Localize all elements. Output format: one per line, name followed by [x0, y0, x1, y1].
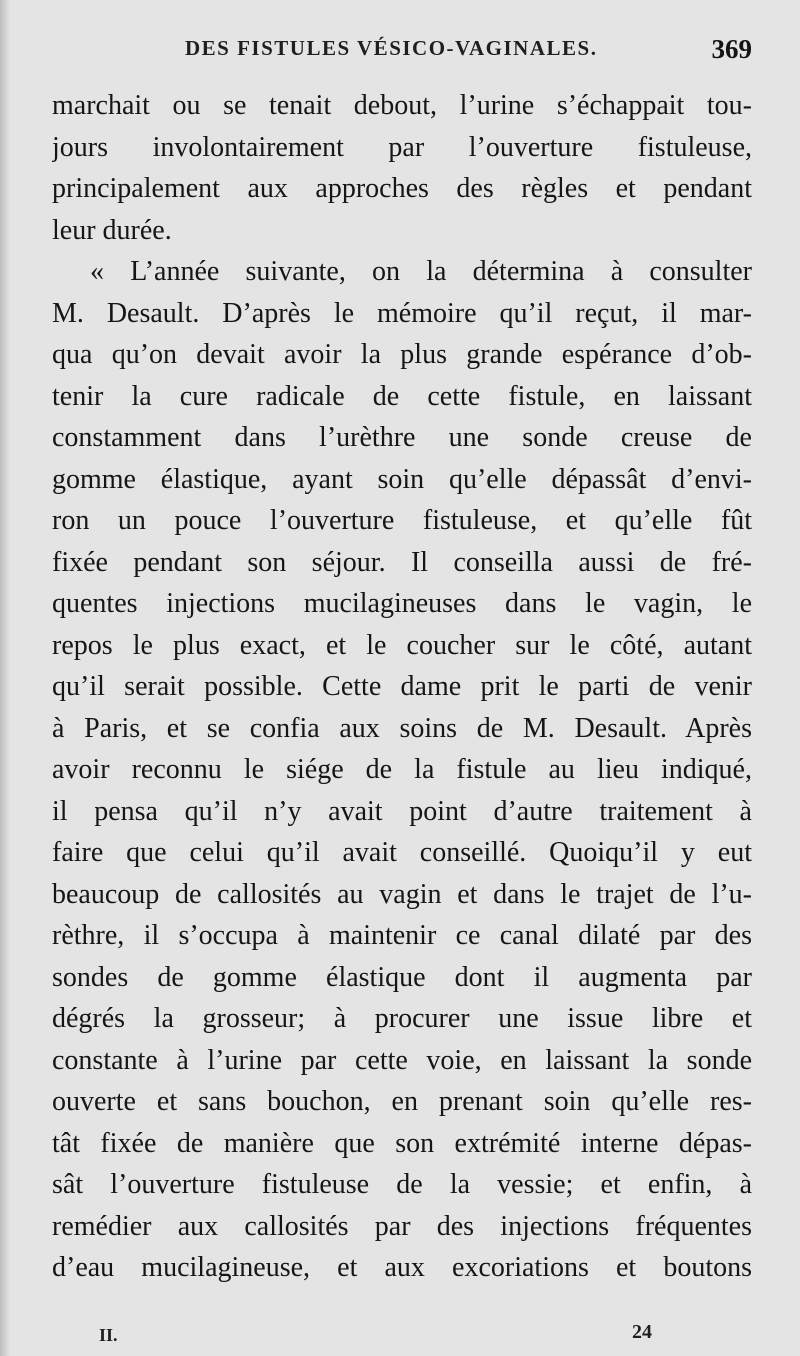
volume-marker: II.	[99, 1325, 118, 1345]
text-line: constamment dans l’urèthre une sonde creuse de	[52, 422, 752, 453]
text-line: principalement aux approches des règles et pendant	[52, 173, 752, 204]
text-line: quentes injections mucilagineuses dans le vagin, le	[52, 588, 752, 619]
page-edge-shadow	[0, 0, 10, 1356]
text-line: leur durée.	[52, 214, 172, 246]
text-line: repos le plus exact, et le coucher sur le côté, autant	[52, 629, 752, 661]
text-line: il pensa qu’il n’y avait point d’autre traitement à	[52, 795, 752, 827]
text-line: avoir reconnu le siége de la fistule au lieu indiqué,	[52, 754, 752, 785]
text-line: rèthre, il s’occupa à maintenir ce canal dilaté par des	[52, 920, 752, 951]
text-line: beaucoup de callosités au vagin et dans le trajet de l’u-	[52, 878, 752, 910]
text-line: sât l’ouverture fistuleuse de la vessie; et enfin, à	[52, 1169, 752, 1200]
text-line: ron un pouce l’ouverture fistuleuse, et qu’elle fût	[52, 505, 752, 536]
text-line: sondes de gomme élastique dont il augmenta par	[52, 961, 752, 993]
text-line: tât fixée de manière que son extrémité interne dépas-	[52, 1127, 752, 1159]
text-line: fixée pendant son séjour. Il conseilla aussi de fré-	[52, 546, 752, 578]
text-line: à Paris, et se confia aux soins de M. Desault. Après	[52, 712, 752, 744]
text-line: remédier aux callosités par des injections fréquentes	[52, 1210, 752, 1242]
text-line: marchait ou se tenait debout, l’urine s’échappait tou-	[52, 90, 752, 121]
running-head: DES FISTULES VÉSICO-VAGINALES.	[185, 36, 598, 60]
page-number: 369	[711, 34, 752, 64]
text-line: d’eau mucilagineuse, et aux excoriations et boutons	[52, 1252, 752, 1283]
text-line: tenir la cure radicale de cette fistule, en laissant	[52, 380, 752, 412]
text-line: qu’il serait possible. Cette dame prit le parti de venir	[52, 671, 752, 702]
signature-marker: 24	[632, 1321, 652, 1343]
text-line: M. Desault. D’après le mémoire qu’il reçut, il mar-	[52, 297, 752, 329]
text-line: dégrés la grosseur; à procurer une issue libre et	[52, 1003, 752, 1034]
text-line: « L’année suivante, on la détermina à consulter	[90, 256, 752, 287]
text-line: qua qu’on devait avoir la plus grande espérance d’ob-	[52, 339, 752, 370]
body-text	[52, 85, 752, 1289]
text-line: jours involontairement par l’ouverture fistuleuse,	[52, 131, 752, 163]
text-line: ouverte et sans bouchon, en prenant soin qu’elle res-	[52, 1086, 752, 1117]
text-line: constante à l’urine par cette voie, en laissant la sonde	[52, 1044, 752, 1076]
text-line: faire que celui qu’il avait conseillé. Quoiqu’il y eut	[52, 837, 752, 868]
text-line: gomme élastique, ayant soin qu’elle dépassât d’envi-	[52, 463, 752, 495]
